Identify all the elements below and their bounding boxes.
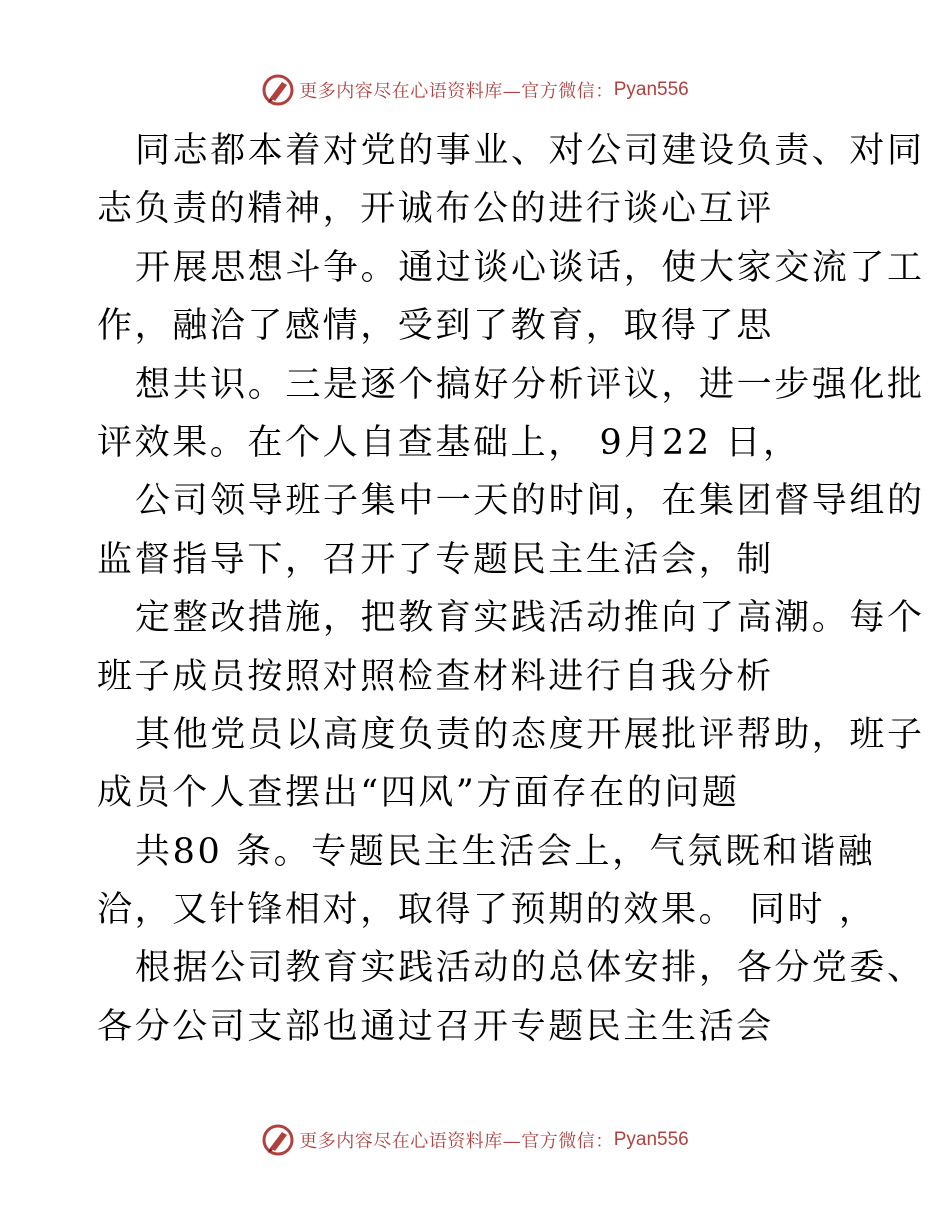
paragraph-line: 公司领导班子集中一天的时间，在集团督导组的 [135,481,925,522]
paragraph [0,122,950,239]
paragraph [0,706,950,823]
paragraph-line: 想共识。三是逐个搞好分析评议，进一步强化批 [135,364,925,405]
paragraph-line: 监督指导下，召开了专题民主生活会，制 [97,539,774,580]
watermark-text: 更多内容尽在心语资料库—官方微信： [299,1131,614,1152]
paragraph-line: 共80 条。专题民主生活会上，气氛既和谐融 [135,831,876,872]
paragraph [0,239,950,356]
document-body [0,122,950,1056]
watermark-wechat-id: Pyan556 [613,79,689,100]
paragraph [0,589,950,706]
paragraph [0,823,950,940]
paragraph-line: 开展思想斗争。通过谈心谈话，使大家交流了工 [135,247,925,288]
paragraph [0,472,950,589]
paragraph-line: 其他党员以高度负责的态度开展批评帮助，班子 [135,714,925,755]
paragraph [0,939,950,1056]
watermark-footer [0,1120,950,1160]
paragraph-line: 班子成员按照对照检查材料进行自我分析 [97,656,774,697]
paragraph-line: 同志都本着对党的事业、对公司建设负责、对同 [135,131,925,171]
pen-logo-icon [261,1123,295,1157]
pen-logo-icon [261,73,295,107]
paragraph-line: 洽，又针锋相对，取得了预期的效果。 同时 ， [97,890,877,931]
watermark-text: 更多内容尽在心语资料库—官方微信： [299,81,614,102]
paragraph [0,356,950,473]
paragraph-line: 作，融洽了感情，受到了教育，取得了思 [97,306,774,347]
paragraph-line: 评效果。在个人自查基础上， 9月22 日， [97,422,801,463]
watermark-wechat-id: Pyan556 [613,1129,689,1150]
paragraph-line: 成员个人查摆出“四风”方面存在的问题 [97,773,740,814]
watermark-header [0,70,950,110]
paragraph-line: 志负责的精神，开诚布公的进行谈心互评 [97,189,774,230]
paragraph-line: 各分公司支部也通过召开专题民主生活会 [97,1006,774,1047]
paragraph-line: 根据公司教育实践活动的总体安排，各分党委、 [135,948,925,989]
paragraph-line: 定整改措施，把教育实践活动推向了高潮。每个 [135,598,925,639]
